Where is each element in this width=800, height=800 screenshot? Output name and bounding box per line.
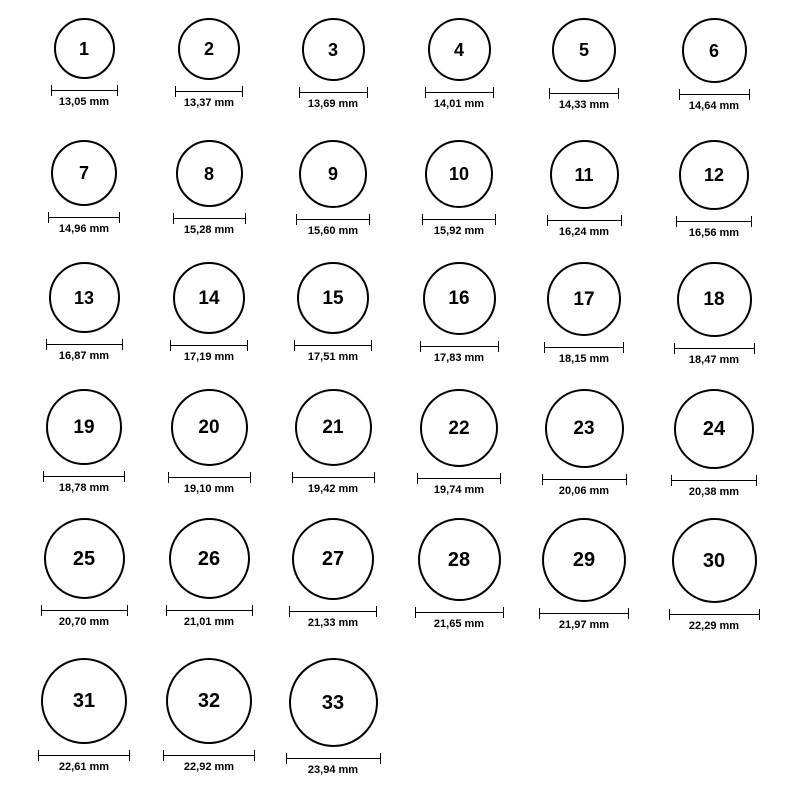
measure-line — [286, 758, 381, 759]
ring-size-number: 14 — [198, 287, 220, 309]
diameter-measure-bar — [676, 216, 752, 226]
diameter-label: 21,97 mm — [558, 619, 610, 631]
diameter-label: 19,74 mm — [433, 484, 485, 496]
ring-size-cell — [34, 262, 134, 362]
measure-line — [417, 478, 501, 479]
ring-circle — [672, 518, 757, 603]
diameter-measure-bar — [422, 214, 496, 224]
ring-size-number: 16 — [448, 288, 470, 309]
measure-line — [168, 477, 251, 478]
measure-cap-left — [170, 340, 171, 351]
diameter-label: 23,94 mm — [307, 764, 359, 776]
measure-cap-left — [41, 605, 42, 616]
ring-circle — [169, 518, 250, 599]
diameter-measure-bar — [286, 753, 381, 763]
ring-size-number: 27 — [321, 548, 345, 570]
ring-circle — [46, 389, 122, 465]
ring-size-number: 28 — [447, 548, 471, 571]
ring-size-cell — [159, 518, 259, 628]
ring-size-number: 18 — [703, 289, 725, 310]
ring-size-cell — [159, 140, 259, 236]
diameter-measure-bar — [43, 471, 125, 481]
measure-cap-right — [500, 473, 501, 484]
ring-size-cell — [159, 262, 259, 363]
ring-size-number: 4 — [453, 39, 464, 60]
ring-size-number: 15 — [322, 287, 344, 309]
measure-cap-right — [371, 340, 372, 351]
ring-size-cell — [159, 658, 259, 773]
ring-circle — [542, 518, 626, 602]
ring-circle — [425, 140, 493, 208]
measure-cap-left — [539, 608, 540, 619]
measure-cap-left — [679, 89, 680, 100]
ring-size-cell — [534, 262, 634, 365]
measure-line — [542, 479, 627, 480]
measure-cap-right — [374, 472, 375, 483]
ring-size-cell — [534, 140, 634, 238]
measure-cap-left — [286, 753, 287, 764]
measure-cap-left — [46, 339, 47, 350]
diameter-label: 15,28 mm — [183, 224, 235, 236]
ring-circle — [418, 518, 501, 601]
measure-cap-right — [122, 339, 123, 350]
diameter-measure-bar — [163, 750, 255, 760]
measure-cap-left — [549, 88, 550, 99]
diameter-label: 17,19 mm — [183, 351, 235, 363]
ring-circle — [297, 262, 369, 334]
ring-size-cell — [409, 389, 509, 496]
diameter-measure-bar — [669, 609, 760, 619]
ring-circle — [295, 389, 372, 466]
diameter-label: 19,10 mm — [183, 483, 235, 495]
diameter-measure-bar — [417, 473, 501, 483]
ring-size-cell — [534, 389, 634, 497]
ring-circle — [677, 262, 752, 337]
measure-cap-right — [754, 343, 755, 354]
measure-cap-right — [247, 340, 248, 351]
ring-circle — [44, 518, 125, 599]
ring-size-number: 20 — [198, 417, 220, 438]
ring-size-number: 10 — [448, 164, 470, 184]
measure-line — [166, 610, 253, 611]
measure-line — [425, 92, 494, 93]
ring-circle — [51, 140, 117, 206]
ring-size-cell — [34, 389, 134, 494]
measure-cap-right — [129, 750, 130, 761]
measure-line — [674, 348, 755, 349]
measure-cap-left — [48, 212, 49, 223]
measure-cap-right — [250, 472, 251, 483]
ring-size-cell — [283, 18, 383, 110]
ring-size-cell — [409, 262, 509, 364]
measure-cap-right — [495, 214, 496, 225]
measure-cap-right — [751, 216, 752, 227]
diameter-label: 21,01 mm — [183, 616, 235, 628]
measure-cap-right — [119, 212, 120, 223]
measure-line — [549, 93, 619, 94]
ring-circle — [49, 262, 120, 333]
ring-size-number: 19 — [73, 416, 95, 438]
ring-circle — [41, 658, 127, 744]
measure-cap-left — [547, 215, 548, 226]
diameter-label: 16,87 mm — [58, 350, 110, 362]
diameter-label: 20,70 mm — [58, 616, 110, 628]
measure-cap-right — [124, 471, 125, 482]
diameter-label: 18,47 mm — [688, 354, 740, 366]
ring-circle — [674, 389, 754, 469]
ring-circle — [428, 18, 491, 81]
measure-cap-left — [175, 86, 176, 97]
measure-line — [175, 91, 243, 92]
ring-size-cell — [283, 262, 383, 363]
measure-line — [679, 94, 750, 95]
ring-size-cell — [409, 140, 509, 237]
ring-circle — [54, 18, 115, 79]
ring-size-cell — [34, 140, 134, 235]
measure-cap-right — [367, 87, 368, 98]
measure-line — [547, 220, 622, 221]
ring-size-cell — [664, 262, 764, 366]
diameter-label: 18,15 mm — [558, 353, 610, 365]
ring-size-number: 17 — [573, 288, 595, 310]
diameter-label: 17,51 mm — [307, 351, 359, 363]
ring-size-number: 31 — [72, 690, 96, 712]
diameter-measure-bar — [170, 340, 248, 350]
measure-line — [539, 613, 629, 614]
measure-cap-right — [503, 607, 504, 618]
measure-line — [415, 612, 504, 613]
measure-cap-left — [173, 213, 174, 224]
diameter-measure-bar — [292, 472, 375, 482]
measure-cap-right — [621, 215, 622, 226]
measure-cap-left — [671, 475, 672, 486]
ring-size-cell — [664, 389, 764, 498]
measure-line — [676, 221, 752, 222]
measure-line — [420, 346, 499, 347]
ring-size-number: 2 — [203, 39, 214, 59]
ring-circle — [173, 262, 245, 334]
measure-cap-right — [618, 88, 619, 99]
diameter-measure-bar — [425, 87, 494, 97]
ring-size-cell — [283, 658, 383, 776]
diameter-measure-bar — [296, 214, 370, 224]
ring-circle — [166, 658, 252, 744]
measure-cap-left — [415, 607, 416, 618]
measure-cap-left — [425, 87, 426, 98]
diameter-label: 21,65 mm — [433, 618, 485, 630]
measure-line — [41, 610, 128, 611]
measure-cap-right — [252, 605, 253, 616]
measure-line — [38, 755, 130, 756]
measure-cap-right — [117, 85, 118, 96]
diameter-measure-bar — [674, 343, 755, 353]
measure-cap-left — [168, 472, 169, 483]
measure-cap-right — [498, 341, 499, 352]
ring-size-number: 25 — [72, 547, 96, 570]
measure-cap-left — [422, 214, 423, 225]
ring-circle — [302, 18, 365, 81]
ring-size-number: 22 — [448, 417, 470, 439]
ring-circle — [299, 140, 367, 208]
ring-size-number: 30 — [702, 549, 726, 572]
ring-size-number: 24 — [702, 418, 726, 440]
measure-cap-left — [292, 472, 293, 483]
measure-line — [422, 219, 496, 220]
ring-size-number: 11 — [574, 164, 594, 185]
measure-line — [296, 219, 370, 220]
diameter-measure-bar — [175, 86, 243, 96]
measure-cap-right — [626, 474, 627, 485]
ring-size-cell — [664, 140, 764, 239]
diameter-label: 20,38 mm — [688, 486, 740, 498]
measure-line — [289, 611, 377, 612]
diameter-measure-bar — [173, 213, 246, 223]
diameter-label: 16,56 mm — [688, 227, 740, 239]
measure-cap-left — [289, 606, 290, 617]
diameter-measure-bar — [166, 605, 253, 615]
measure-cap-left — [51, 85, 52, 96]
diameter-label: 15,60 mm — [307, 225, 359, 237]
diameter-measure-bar — [168, 472, 251, 482]
measure-cap-right — [380, 753, 381, 764]
measure-cap-left — [163, 750, 164, 761]
ring-size-cell — [283, 389, 383, 495]
measure-line — [292, 477, 375, 478]
diameter-measure-bar — [294, 340, 372, 350]
ring-circle — [423, 262, 496, 335]
measure-cap-left — [417, 473, 418, 484]
ring-circle — [547, 262, 621, 336]
measure-cap-left — [676, 216, 677, 227]
diameter-label: 22,29 mm — [688, 620, 740, 632]
ring-size-cell — [409, 18, 509, 110]
diameter-label: 22,92 mm — [183, 761, 235, 773]
ring-size-number: 3 — [327, 39, 338, 60]
diameter-measure-bar — [679, 89, 750, 99]
ring-size-number: 13 — [73, 287, 95, 308]
diameter-measure-bar — [51, 85, 118, 95]
diameter-label: 14,96 mm — [58, 223, 110, 235]
diameter-measure-bar — [542, 474, 627, 484]
diameter-measure-bar — [671, 475, 757, 485]
ring-circle — [682, 18, 747, 83]
diameter-label: 22,61 mm — [58, 761, 110, 773]
diameter-measure-bar — [547, 215, 622, 225]
measure-cap-left — [294, 340, 295, 351]
diameter-label: 17,83 mm — [433, 352, 485, 364]
ring-size-cell — [534, 518, 634, 631]
diameter-label: 15,92 mm — [433, 225, 485, 237]
measure-cap-right — [254, 750, 255, 761]
ring-size-number: 29 — [572, 549, 596, 571]
ring-size-cell — [664, 18, 764, 112]
ring-size-cell — [534, 18, 634, 111]
ring-size-cell — [664, 518, 764, 632]
diameter-measure-bar — [299, 87, 368, 97]
measure-line — [294, 345, 372, 346]
measure-cap-right — [749, 89, 750, 100]
ring-size-number: 12 — [703, 165, 725, 185]
diameter-label: 16,24 mm — [558, 226, 610, 238]
ring-size-cell — [283, 518, 383, 629]
measure-cap-right — [623, 342, 624, 353]
diameter-label: 18,78 mm — [58, 482, 110, 494]
diameter-measure-bar — [46, 339, 123, 349]
diameter-measure-bar — [289, 606, 377, 616]
diameter-label: 19,42 mm — [307, 483, 359, 495]
diameter-label: 21,33 mm — [307, 617, 359, 629]
measure-cap-right — [493, 87, 494, 98]
ring-size-cell — [283, 140, 383, 237]
ring-circle — [679, 140, 749, 210]
diameter-label: 13,05 mm — [58, 96, 110, 108]
diameter-measure-bar — [48, 212, 120, 222]
diameter-measure-bar — [415, 607, 504, 617]
measure-cap-left — [420, 341, 421, 352]
diameter-label: 13,69 mm — [307, 98, 359, 110]
ring-size-cell — [409, 518, 509, 630]
diameter-label: 14,33 mm — [558, 99, 610, 111]
diameter-label: 13,37 mm — [183, 97, 235, 109]
diameter-measure-bar — [539, 608, 629, 618]
measure-line — [173, 218, 246, 219]
measure-cap-left — [299, 87, 300, 98]
measure-line — [669, 614, 760, 615]
diameter-measure-bar — [549, 88, 619, 98]
measure-cap-left — [544, 342, 545, 353]
ring-size-number: 5 — [578, 40, 589, 60]
measure-cap-left — [669, 609, 670, 620]
measure-cap-left — [674, 343, 675, 354]
measure-cap-left — [38, 750, 39, 761]
measure-cap-right — [127, 605, 128, 616]
ring-size-cell — [34, 518, 134, 628]
ring-circle — [292, 518, 374, 600]
measure-cap-left — [296, 214, 297, 225]
measure-line — [671, 480, 757, 481]
measure-cap-left — [166, 605, 167, 616]
ring-size-cell — [159, 18, 259, 109]
diameter-measure-bar — [544, 342, 624, 352]
measure-cap-right — [628, 608, 629, 619]
measure-line — [544, 347, 624, 348]
measure-line — [48, 217, 120, 218]
measure-cap-right — [242, 86, 243, 97]
diameter-label: 14,01 mm — [433, 98, 485, 110]
ring-size-number: 6 — [708, 40, 719, 61]
measure-line — [51, 90, 118, 91]
ring-circle — [420, 389, 498, 467]
measure-cap-right — [376, 606, 377, 617]
measure-line — [170, 345, 248, 346]
ring-size-number: 9 — [327, 164, 338, 184]
ring-size-number: 7 — [78, 163, 89, 183]
measure-line — [163, 755, 255, 756]
measure-cap-left — [542, 474, 543, 485]
diameter-measure-bar — [38, 750, 130, 760]
measure-cap-right — [756, 475, 757, 486]
measure-cap-right — [245, 213, 246, 224]
ring-size-number: 8 — [203, 163, 214, 184]
measure-line — [46, 344, 123, 345]
diameter-measure-bar — [420, 341, 499, 351]
ring-size-cell — [34, 18, 134, 108]
ring-size-number: 33 — [321, 691, 345, 714]
diameter-label: 20,06 mm — [558, 485, 610, 497]
measure-line — [43, 476, 125, 477]
ring-size-cell — [34, 658, 134, 773]
ring-circle — [552, 18, 616, 82]
ring-size-number: 26 — [197, 547, 221, 570]
ring-circle — [178, 18, 240, 80]
ring-size-number: 23 — [573, 418, 595, 439]
diameter-measure-bar — [41, 605, 128, 615]
measure-cap-right — [369, 214, 370, 225]
diameter-label: 14,64 mm — [688, 100, 740, 112]
ring-circle — [176, 140, 243, 207]
ring-size-cell — [159, 389, 259, 495]
ring-circle — [289, 658, 378, 747]
ring-circle — [550, 140, 619, 209]
measure-line — [299, 92, 368, 93]
ring-size-number: 21 — [322, 417, 344, 438]
measure-cap-left — [43, 471, 44, 482]
ring-circle — [545, 389, 624, 468]
ring-size-number: 32 — [197, 690, 221, 712]
measure-cap-right — [759, 609, 760, 620]
ring-circle — [171, 389, 248, 466]
ring-size-number: 1 — [78, 38, 89, 59]
